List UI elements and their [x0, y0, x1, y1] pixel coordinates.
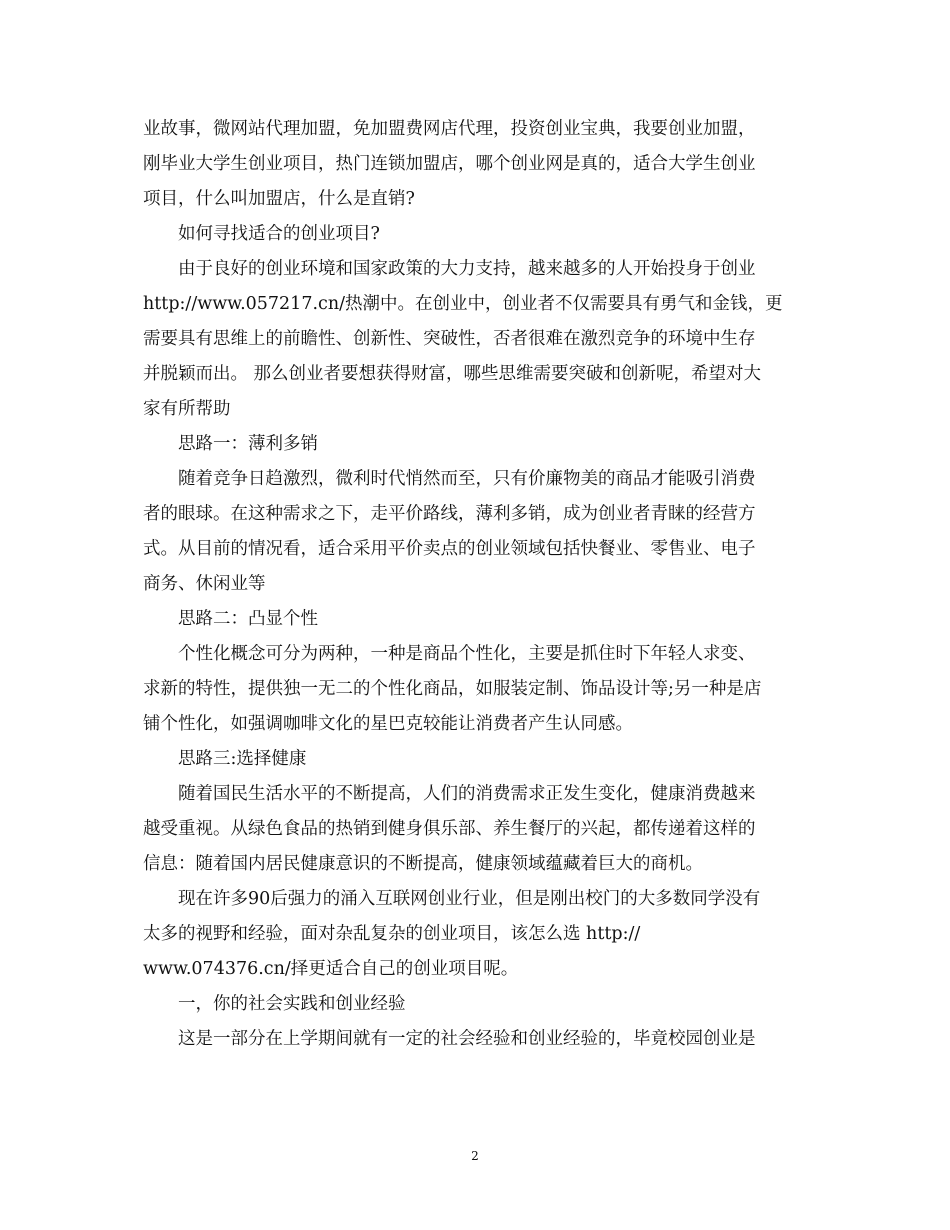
text-line: 思路三:选择健康 [178, 749, 307, 769]
text-line: 随着竞争日趋激烈，微利时代悄然而至，只有价廉物美的商品才能吸引消费 [178, 469, 756, 489]
text-line: 由于良好的创业环境和国家政策的大力支持，越来越多的人开始投身于创业 [178, 259, 756, 279]
text-line: 个性化概念可分为两种，一种是商品个性化，主要是抓住时下年轻人求变、 [178, 644, 756, 664]
text-line: 思路一：薄利多销 [178, 434, 318, 454]
text-line: www.074376.cn/择更适合自己的创业项目呢。 [143, 959, 519, 979]
text-line: 如何寻找适合的创业项目? [178, 224, 380, 244]
text-line: 商务、休闲业等 [143, 574, 266, 594]
text-line: 求新的特性，提供独一无二的个性化商品，如服装定制、饰品设计等;另一种是店 [143, 679, 762, 699]
text-line: 铺个性化，如强调咖啡文化的星巴克较能让消费者产生认同感。 [143, 714, 633, 734]
text-line: 信息：随着国内居民健康意识的不断提高，健康领域蕴藏着巨大的商机。 [143, 854, 703, 874]
text-line: http://www.057217.cn/热潮中。在创业中，创业者不仅需要具有勇气和金钱，更 [143, 294, 783, 314]
text-line: 思路二：凸显个性 [178, 609, 318, 629]
text-line: 需要具有思维上的前瞻性、创新性、突破性，否者很难在激烈竞争的环境中生存 [143, 329, 756, 349]
text-line: 一，你的社会实践和创业经验 [178, 994, 406, 1014]
text-line: 式。从目前的情况看，适合采用平价卖点的创业领域包括快餐业、零售业、电子 [143, 539, 756, 559]
text-line: 现在许多90后强力的涌入互联网创业行业，但是刚出校门的大多数同学没有 [178, 889, 761, 909]
text-line: 随着国民生活水平的不断提高，人们的消费需求正发生变化，健康消费越来 [178, 784, 756, 804]
text-line: 并脱颖而出。 那么创业者要想获得财富，哪些思维需要突破和创新呢，希望对大 [143, 364, 762, 384]
text-line: 业故事，微网站代理加盟，免加盟费网店代理，投资创业宝典，我要创业加盟， [143, 119, 756, 139]
page-number: 2 [471, 1149, 479, 1163]
text-line: 太多的视野和经验，面对杂乱复杂的创业项目，该怎么选 http:// [143, 924, 641, 944]
body-text [143, 112, 813, 1057]
text-line: 者的眼球。在这种需求之下，走平价路线，薄利多销，成为创业者青睐的经营方 [143, 504, 756, 524]
text-line: 越受重视。从绿色食品的热销到健身俱乐部、养生餐厅的兴起，都传递着这样的 [143, 819, 756, 839]
text-line: 这是一部分在上学期间就有一定的社会经验和创业经验的，毕竟校园创业是 [178, 1029, 756, 1049]
text-line: 刚毕业大学生创业项目，热门连锁加盟店，哪个创业网是真的，适合大学生创业 [143, 154, 756, 174]
text-line: 项目，什么叫加盟店，什么是直销? [143, 189, 415, 209]
text-line: 家有所帮助 [143, 399, 231, 419]
